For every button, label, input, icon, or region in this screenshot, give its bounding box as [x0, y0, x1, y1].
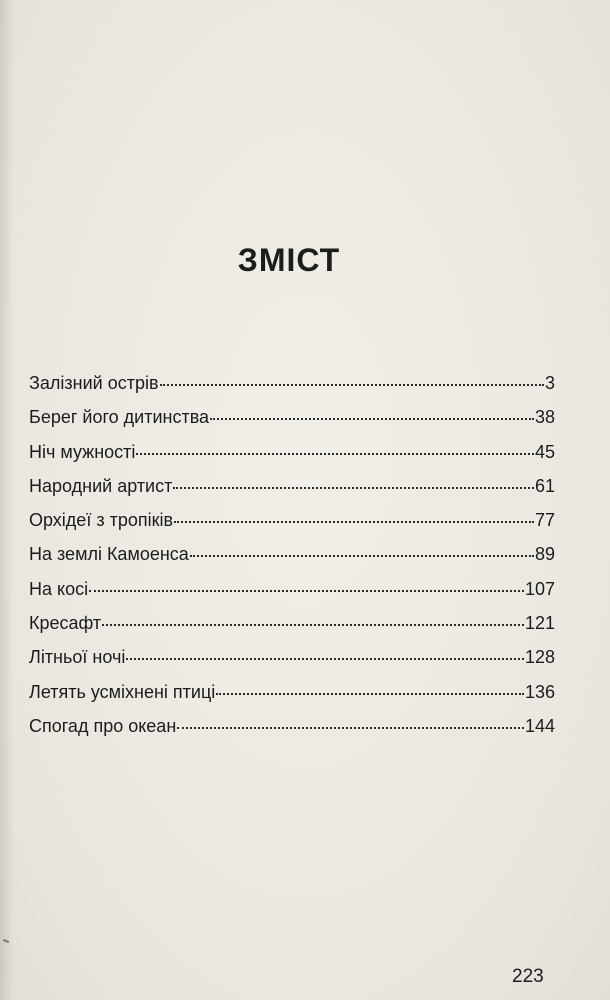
dot-leader	[126, 658, 524, 660]
toc-entry-title: Спогад про океан	[29, 715, 177, 736]
toc-entry	[29, 509, 555, 543]
toc-entry-page: 61	[534, 475, 555, 496]
toc-entry-page: 107	[524, 578, 555, 599]
toc-entry-title: Летять усміхнені птиці	[29, 681, 216, 702]
toc-entry	[29, 612, 555, 646]
toc-entry	[29, 646, 555, 680]
toc-entry	[29, 475, 555, 509]
toc-entry-page: 89	[534, 544, 555, 565]
page-gutter-shadow	[0, 0, 14, 1000]
toc-entry	[29, 681, 555, 715]
toc-entry-title: Ніч мужності	[29, 441, 136, 462]
toc-entry-title: Залізний острів	[29, 373, 159, 393]
dot-leader	[216, 693, 524, 695]
dot-leader	[136, 453, 534, 455]
dot-leader	[177, 727, 524, 729]
toc-entry-page: 128	[524, 647, 555, 668]
dot-leader	[102, 624, 524, 626]
dot-leader	[173, 487, 534, 489]
toc-entry-title: Орхідеї з тропіків	[29, 510, 174, 531]
toc-entry-page: 38	[534, 407, 555, 428]
toc-entry-title: Літньої ночі	[29, 647, 126, 668]
toc-entry-title: На косі	[29, 578, 89, 599]
toc-entry	[29, 372, 555, 406]
toc-entry-page: 77	[534, 510, 555, 531]
toc-entry-page: 144	[524, 715, 555, 736]
dot-leader	[160, 384, 544, 386]
toc-entry	[29, 441, 555, 475]
dot-leader	[190, 555, 534, 557]
toc-entry-title: Кресафт	[29, 613, 102, 634]
page-title: ЗМІСТ	[237, 242, 341, 278]
dot-leader	[210, 418, 534, 420]
toc-entry	[29, 543, 555, 577]
table-of-contents	[29, 372, 555, 749]
toc-entry-page: 3	[544, 373, 555, 393]
toc-entry	[29, 578, 555, 612]
dot-leader	[174, 521, 534, 523]
dot-leader	[89, 590, 524, 592]
toc-entry	[29, 715, 555, 749]
toc-entry-title: Народний артист	[29, 475, 173, 496]
toc-entry-title: Берег його дитинства	[29, 407, 210, 428]
toc-entry-page: 136	[524, 681, 555, 702]
toc-entry-page: 45	[534, 441, 555, 462]
toc-entry-page: 121	[524, 613, 555, 634]
page-number: 223	[512, 966, 544, 987]
toc-entry	[29, 406, 555, 440]
toc-entry-title: На землі Камоенса	[29, 544, 189, 565]
